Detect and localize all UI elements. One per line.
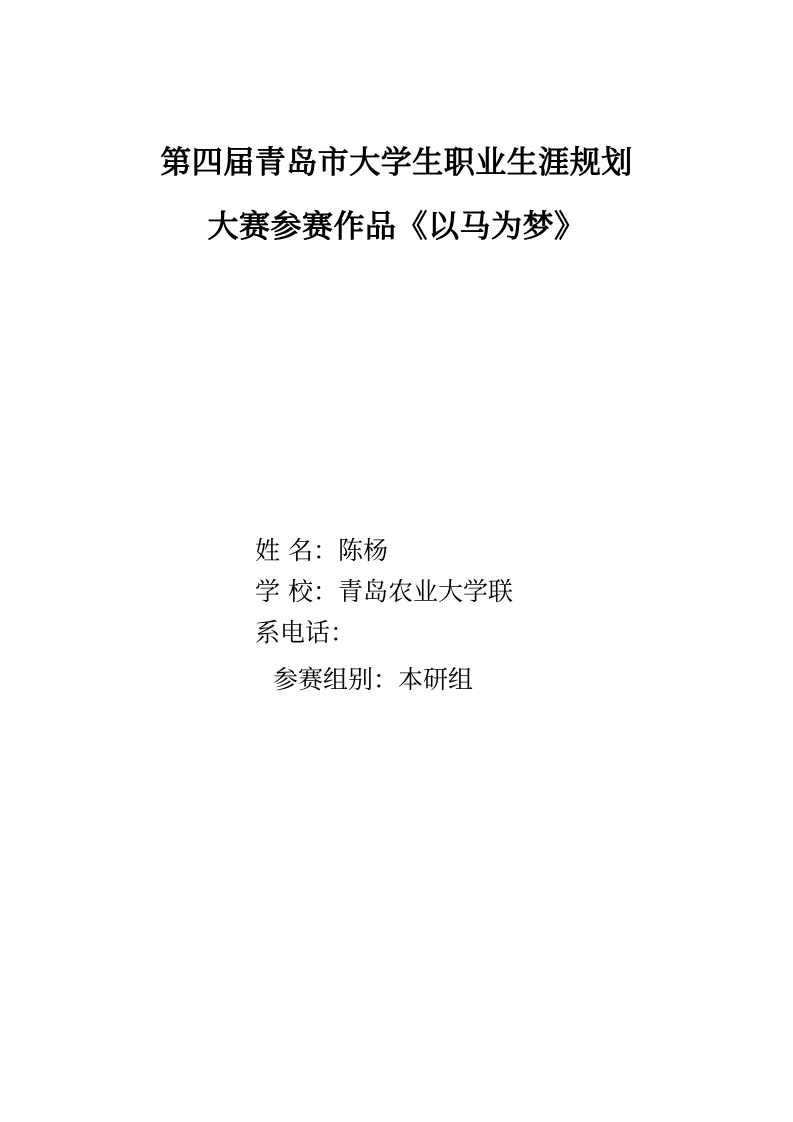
- school-value: 青岛农业大学联: [337, 577, 513, 606]
- group-label: 参赛组别：: [273, 665, 399, 694]
- info-row-school: [255, 571, 735, 612]
- title-line-2: 大赛参赛作品《以马为梦》: [207, 209, 586, 245]
- author-info-block: [255, 530, 735, 700]
- document-title: [0, 132, 793, 258]
- name-label: 姓 名：: [255, 536, 338, 565]
- info-row-phone: [255, 612, 735, 653]
- group-value: 本研组: [398, 665, 474, 694]
- school-label: 学 校：: [255, 577, 338, 606]
- name-value: 陈杨: [337, 536, 388, 565]
- title-line-1: 第四届青岛市大学生职业生涯规划: [160, 145, 633, 181]
- info-row-group: [255, 659, 735, 700]
- phone-label: 系电话：: [255, 618, 356, 647]
- info-row-name: [255, 530, 735, 571]
